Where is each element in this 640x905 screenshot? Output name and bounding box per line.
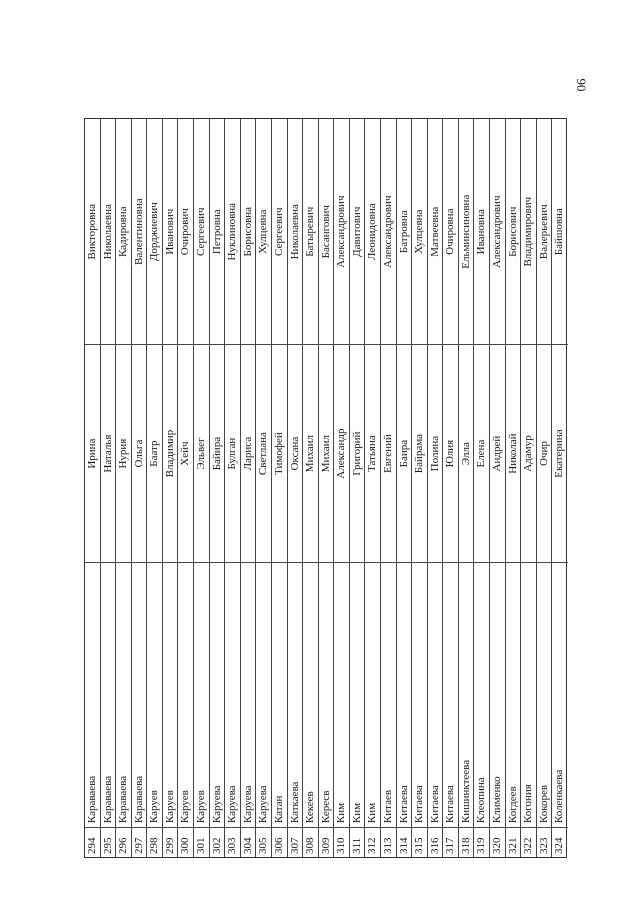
surname-cell: Каткаева: [288, 562, 303, 827]
table-row: [365, 119, 381, 857]
row-number: 312: [365, 827, 380, 857]
table-row: [241, 119, 257, 857]
row-number: 315: [412, 827, 427, 857]
surname-cell: Каруева: [241, 562, 256, 827]
table-row: [132, 119, 148, 857]
patronymic-cell: Борисович: [506, 206, 519, 257]
row-number: 317: [443, 827, 458, 857]
name-cell: Очир: [537, 344, 552, 561]
surname-cell: Кересв: [319, 562, 334, 827]
surname-cell: Кекеев: [303, 562, 318, 827]
name-cell: Элла: [459, 344, 474, 561]
patronymic-cell: Сергеевич: [195, 207, 208, 257]
surname-cell: Когония: [521, 562, 536, 827]
page-number: 90: [574, 78, 589, 92]
table-row: [178, 119, 194, 857]
surname-cell: Караваева: [116, 562, 131, 827]
surname-cell: Каруев: [194, 562, 209, 827]
name-cell: Оксана: [288, 344, 303, 561]
row-number: 299: [163, 827, 178, 857]
row-number: 300: [178, 827, 193, 857]
row-number: 302: [210, 827, 225, 857]
surname-cell: Катан: [272, 562, 287, 827]
name-cell: Наталья: [101, 344, 116, 561]
surname-cell: Китаев: [381, 562, 396, 827]
patronymic-cell: Борисовна: [241, 206, 254, 257]
name-cell: Хейч: [178, 344, 193, 561]
table-row: [552, 119, 568, 857]
name-cell: Нурия: [116, 344, 131, 561]
surname-cell: Когдеев: [506, 562, 521, 827]
table-row: [147, 119, 163, 857]
patronymic-cell: Николаевна: [101, 204, 114, 260]
name-cell: Елена: [474, 344, 489, 561]
patronymic-cell: Ельминсиновна: [459, 194, 472, 269]
surname-cell: Каруева: [225, 562, 240, 827]
patronymic-cell: Ивановна: [475, 209, 488, 255]
surname-cell: Ким: [334, 562, 349, 827]
row-number: 318: [459, 827, 474, 857]
table-row: [272, 119, 288, 857]
surname-cell: Китаева: [397, 562, 412, 827]
row-number: 294: [85, 827, 100, 857]
table-row: [490, 119, 506, 857]
patronymic-cell: Хулцевна: [413, 209, 426, 254]
table-row: [443, 119, 459, 857]
name-cell: Адамур: [521, 344, 536, 561]
table-row: [319, 119, 335, 857]
row-number: 305: [256, 827, 271, 857]
patronymic-cell: Леонидовна: [366, 203, 379, 261]
patronymic-cell: Кадировна: [117, 206, 130, 257]
table-row: [210, 119, 226, 857]
name-cell: Татьяна: [365, 344, 380, 561]
name-cell: Баира: [397, 344, 412, 561]
surname-cell: Клименко: [490, 562, 505, 827]
patronymic-cell: Нуклиновна: [226, 202, 239, 261]
surname-cell: Караваева: [85, 562, 100, 827]
table-container: [84, 118, 567, 858]
patronymic-cell: Дорджиевич: [148, 202, 161, 262]
table-row: [412, 119, 428, 857]
name-cell: Евгений: [381, 344, 396, 561]
surname-cell: Китаева: [443, 562, 458, 827]
row-number: 321: [506, 827, 521, 857]
surname-cell: Клеопина: [474, 562, 489, 827]
patronymic-cell: Валентиновна: [132, 198, 145, 266]
patronymic-cell: Очировна: [444, 208, 457, 255]
surname-cell: Китаева: [412, 562, 427, 827]
row-number: 319: [474, 827, 489, 857]
patronymic-cell: Александрович: [335, 195, 348, 268]
row-number: 304: [241, 827, 256, 857]
patronymic-cell: Владимирович: [522, 196, 535, 267]
surname-cell: Каруева: [256, 562, 271, 827]
table-row: [303, 119, 319, 857]
name-cell: Светлана: [256, 344, 271, 561]
table-row: [163, 119, 179, 857]
table-row: [225, 119, 241, 857]
name-cell: Михаил: [303, 344, 318, 561]
name-cell: Григорий: [350, 344, 365, 561]
name-cell: Александр: [334, 344, 349, 561]
surname-cell: Каруев: [147, 562, 162, 827]
table-row: [288, 119, 304, 857]
row-number: 309: [319, 827, 334, 857]
row-number: 313: [381, 827, 396, 857]
surname-cell: Каруев: [163, 562, 178, 827]
row-number: 295: [101, 827, 116, 857]
row-number: 297: [132, 827, 147, 857]
name-cell: Юлия: [443, 344, 458, 561]
name-cell: Байира: [210, 344, 225, 561]
table-row: [101, 119, 117, 857]
row-number: 320: [490, 827, 505, 857]
patronymic-cell: Давитович: [350, 206, 363, 257]
patronymic-cell: Батыревич: [304, 206, 317, 257]
name-cell: Полина: [428, 344, 443, 561]
surname-cell: Ким: [350, 562, 365, 827]
surname-cell: Коленкаева: [552, 562, 568, 827]
table-row: [521, 119, 537, 857]
row-number: 296: [116, 827, 131, 857]
table-row: [537, 119, 553, 857]
name-cell: Михаил: [319, 344, 334, 561]
row-number: 298: [147, 827, 162, 857]
name-cell: Екатерина: [552, 344, 568, 561]
row-number: 314: [397, 827, 412, 857]
patronymic-cell: Байшовна: [553, 208, 566, 256]
table-row: [350, 119, 366, 857]
row-number: 308: [303, 827, 318, 857]
table-row: [397, 119, 413, 857]
patronymic-cell: Александрович: [381, 195, 394, 268]
row-number: 310: [334, 827, 349, 857]
row-number: 301: [194, 827, 209, 857]
surname-cell: Кишинктеева: [459, 562, 474, 827]
surname-cell: Караваева: [132, 562, 147, 827]
patronymic-cell: Батровна: [397, 210, 410, 254]
table-row: [459, 119, 475, 857]
patronymic-cell: Иванович: [163, 208, 176, 255]
name-cell: Тимофей: [272, 344, 287, 561]
name-cell: Андрей: [490, 344, 505, 561]
patronymic-cell: Валерьевич: [537, 204, 550, 260]
table-row: [428, 119, 444, 857]
surname-cell: Караваева: [101, 562, 116, 827]
table-row: [256, 119, 272, 857]
surname-cell: Каруев: [178, 562, 193, 827]
name-cell: Ирина: [85, 344, 100, 561]
row-number: 306: [272, 827, 287, 857]
patronymic-cell: Николаевна: [288, 204, 301, 260]
row-number: 311: [350, 827, 365, 857]
surname-cell: Китаева: [428, 562, 443, 827]
table-row: [334, 119, 350, 857]
patronymic-cell: Александрович: [491, 195, 504, 268]
table-row: [474, 119, 490, 857]
name-cell: Баатр: [147, 344, 162, 561]
table-row: [194, 119, 210, 857]
name-cell: Лариса: [241, 344, 256, 561]
name-cell: Владимир: [163, 344, 178, 561]
name-cell: Ольга: [132, 344, 147, 561]
table-row: [116, 119, 132, 857]
name-cell: Эльвег: [194, 344, 209, 561]
patronymic-cell: Сергеевич: [272, 207, 285, 257]
row-number: 322: [521, 827, 536, 857]
name-cell: Булган: [225, 344, 240, 561]
row-number: 303: [225, 827, 240, 857]
table-row: [85, 119, 101, 857]
surname-cell: Каруева: [210, 562, 225, 827]
records-table: [84, 118, 567, 858]
patronymic-cell: Петровна: [210, 209, 223, 255]
patronymic-cell: Басангович: [319, 205, 332, 259]
table-row: [506, 119, 522, 857]
row-number: 324: [552, 827, 568, 857]
patronymic-cell: Викторовна: [86, 203, 98, 260]
patronymic-cell: Хулцевна: [257, 209, 270, 254]
surname-cell: Ким: [365, 562, 380, 827]
row-number: 307: [288, 827, 303, 857]
row-number: 323: [537, 827, 552, 857]
patronymic-cell: Матвеевна: [428, 206, 441, 257]
name-cell: Николай: [506, 344, 521, 561]
surname-cell: Кокорев: [537, 562, 552, 827]
name-cell: Байрама: [412, 344, 427, 561]
table-row: [381, 119, 397, 857]
patronymic-cell: Очирович: [179, 208, 192, 256]
row-number: 316: [428, 827, 443, 857]
